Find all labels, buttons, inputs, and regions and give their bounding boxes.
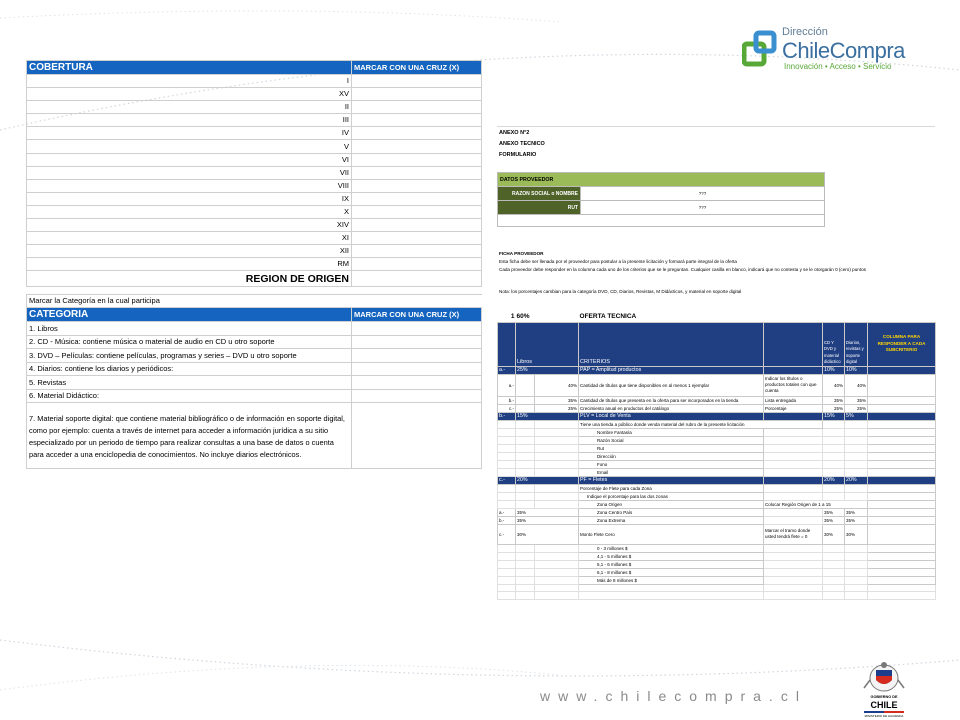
- oferta-title: OFERTA TECNICA: [579, 313, 637, 321]
- tramo-label: Más de 8 millones $: [579, 576, 764, 584]
- ficha-title: FICHA PROVEEDOR: [499, 251, 544, 256]
- c2-resp[interactable]: [868, 492, 936, 500]
- rowA1-v1: 40%: [823, 374, 845, 396]
- rowB-blank: [498, 460, 516, 468]
- rowB-blank: [845, 460, 868, 468]
- categoria-item: 4. Diarios: contiene los diarios y periódicos:: [27, 362, 352, 376]
- rowB-blank: [498, 468, 516, 476]
- categoria-mark-header: MARCAR CON UNA CRUZ (X): [352, 308, 482, 322]
- rowA3-id: c.-: [498, 404, 516, 412]
- rowB-head-blank: [516, 420, 535, 428]
- tramo-blank: [498, 560, 516, 568]
- region-mark-cell[interactable]: [352, 192, 482, 205]
- region-label: V: [27, 140, 352, 153]
- rowB-head-blank: [823, 420, 845, 428]
- tramo-resp[interactable]: [868, 568, 936, 576]
- region-mark-cell[interactable]: [352, 153, 482, 166]
- gobierno-de-chile-logo: [858, 660, 910, 718]
- tramo-blank: [764, 576, 823, 584]
- tramo-blank: [535, 544, 579, 552]
- empty-row: [823, 584, 845, 592]
- logo-line1: Dirección: [782, 26, 828, 38]
- empty-row: [868, 584, 936, 592]
- rowA3-v1: 25%: [823, 404, 845, 412]
- tramo-resp[interactable]: [868, 560, 936, 568]
- rowB-blank: [516, 452, 535, 460]
- rowB-head-blank: [535, 420, 579, 428]
- secC-v2: 20%: [845, 476, 868, 484]
- rowA2-blank: [516, 396, 535, 404]
- tramo-blank: [535, 552, 579, 560]
- region-label: VII: [27, 166, 352, 179]
- c2-blank: [764, 492, 823, 500]
- rowB-resp[interactable]: [868, 452, 936, 460]
- oferta-num: 1: [510, 313, 515, 321]
- rowA2-pct: 35%: [535, 396, 579, 404]
- rowB-blank: [516, 428, 535, 436]
- secA-title: PAP = Amplitud productos: [579, 366, 764, 374]
- empty-row: [516, 584, 535, 592]
- rowB-blank: [764, 460, 823, 468]
- col-criterios: CRITERIOS: [579, 322, 764, 366]
- rowA2-v2: 35%: [845, 396, 868, 404]
- empty-row: [535, 584, 579, 592]
- anexo-tecnico-title: ANEXO TECNICO: [499, 141, 545, 147]
- rowB-resp[interactable]: [868, 444, 936, 452]
- secB-blank: [764, 412, 823, 420]
- flag-bar: [864, 711, 904, 713]
- rowB-resp[interactable]: [868, 436, 936, 444]
- rowA1-id: a.-: [498, 374, 516, 396]
- cb-v1: 35%: [823, 516, 845, 524]
- cc-resp[interactable]: [868, 524, 936, 544]
- tramo-blank: [535, 568, 579, 576]
- rowB-blank: [823, 444, 845, 452]
- anexo-title: ANEXO N°2: [499, 130, 530, 136]
- tramo-blank: [535, 560, 579, 568]
- region-label: IV: [27, 127, 352, 140]
- tramo-label: 0 - 3 millones $: [579, 544, 764, 552]
- region-mark-cell[interactable]: [352, 88, 482, 101]
- tramo-blank: [764, 560, 823, 568]
- ministerio-label: MINISTERIO DE HACIENDA: [864, 714, 904, 718]
- region-label: XV: [27, 88, 352, 101]
- secA-id: a.-: [498, 366, 516, 374]
- rowB-head: Tiene una tienda a público donde venda material del rubro de la presente licitación: [579, 420, 823, 428]
- cb-id: b.-: [498, 516, 516, 524]
- rowA2-resp[interactable]: [868, 396, 936, 404]
- rowB-blank: [535, 452, 579, 460]
- cc-ind: Marcar el tramo donde usted tendrá flete = 0: [764, 524, 823, 544]
- secC-pct: 20%: [516, 476, 579, 484]
- c2-blank: [823, 492, 845, 500]
- secA-v2: 10%: [845, 366, 868, 374]
- c3-blank: [535, 500, 579, 508]
- datos-proveedor-table: [497, 172, 825, 227]
- rowB-resp[interactable]: [868, 468, 936, 476]
- secB-pct: 15%: [516, 412, 579, 420]
- c3-blank: [516, 500, 535, 508]
- categoria-item: 1. Libros: [27, 322, 352, 336]
- rowB-label: Rut: [579, 444, 764, 452]
- secC-blank2: [868, 476, 936, 484]
- region-label: VI: [27, 153, 352, 166]
- empty-row: [823, 592, 845, 600]
- rowB-blank: [764, 452, 823, 460]
- c3-resp[interactable]: [868, 500, 936, 508]
- tramo-blank: [845, 560, 868, 568]
- proveedor-blank-row: [498, 215, 825, 227]
- coat-of-arms-icon: [858, 660, 910, 694]
- rowB-blank: [764, 436, 823, 444]
- tramo-blank: [764, 552, 823, 560]
- hdr-blank: [498, 322, 516, 366]
- empty-row: [516, 592, 535, 600]
- ficha-line2: Cada proveedor debe responder en la columna cada uno de los criterios que se le preguntan. Cualquier casilla en blanco, indicará que no contesta y se le otorgarán 0 (cero) puntos: [499, 267, 866, 272]
- ca-v2: 35%: [845, 508, 868, 516]
- datos-proveedor-header: DATOS PROVEEDOR: [498, 173, 825, 187]
- rowB-blank: [845, 444, 868, 452]
- tramo-blank: [498, 544, 516, 552]
- c3-blank: [498, 500, 516, 508]
- region-mark-cell[interactable]: [352, 114, 482, 127]
- tramo-blank: [516, 560, 535, 568]
- ficha-line1: Esta ficha debe ser llenada por el proveedor para postular a la presente licitación y formará parte integral de la oferta: [499, 259, 737, 264]
- c1-resp[interactable]: [868, 484, 936, 492]
- chilecompra-mark-icon: [742, 30, 780, 70]
- rowA3-ind: Porcentaje: [764, 404, 823, 412]
- categoria-mark-cell[interactable]: [352, 322, 482, 336]
- ca-id: a.-: [498, 508, 516, 516]
- categoria-item: 5. Revistas: [27, 376, 352, 390]
- cc-pct: 30%: [516, 524, 579, 544]
- oferta-pct: 60%: [516, 313, 530, 321]
- rowB-label: Fono: [579, 460, 764, 468]
- region-mark-cell[interactable]: [352, 232, 482, 245]
- c1-blank: [845, 484, 868, 492]
- rowB-head-blank: [498, 420, 516, 428]
- cb-v2: 35%: [845, 516, 868, 524]
- rowB-head-resp[interactable]: [868, 420, 936, 428]
- rowB-blank: [535, 428, 579, 436]
- rowB-label: Email: [579, 468, 764, 476]
- rowB-blank: [498, 428, 516, 436]
- tramo-blank: [823, 544, 845, 552]
- tramo-blank: [823, 568, 845, 576]
- empty-row: [764, 584, 823, 592]
- oferta-tecnica-table: [497, 312, 936, 600]
- rowB-label: Razón Social: [579, 436, 764, 444]
- tramo-blank: [845, 576, 868, 584]
- cc-v2: 30%: [845, 524, 868, 544]
- cb-blank: [764, 516, 823, 524]
- region-label: I: [27, 75, 352, 88]
- empty-row: [535, 592, 579, 600]
- cobertura-header: COBERTURA: [27, 61, 352, 75]
- footer-url[interactable]: www.chilecompra.cl: [540, 688, 807, 704]
- rowB-blank: [498, 452, 516, 460]
- rowB-label: Dirección: [579, 452, 764, 460]
- cc-text: Monto Flete Cero: [579, 524, 764, 544]
- cobertura-categoria-table: [26, 60, 481, 469]
- categoria-mark-cell-7[interactable]: [352, 403, 482, 469]
- form-top-rule: [497, 126, 935, 127]
- region-origen-cell[interactable]: [352, 271, 482, 287]
- secC-blank: [764, 476, 823, 484]
- region-mark-cell[interactable]: [352, 75, 482, 88]
- razon-social-label: RAZON SOCIAL o NOMBRE: [498, 187, 581, 201]
- rowA3-resp[interactable]: [868, 404, 936, 412]
- rowB-head-blank: [845, 420, 868, 428]
- region-mark-cell[interactable]: [352, 219, 482, 232]
- rowA2-text: Cantidad de títulos que presenta en la oferta para ser incorporados en la tienda: [579, 396, 764, 404]
- tramo-blank: [845, 568, 868, 576]
- rowA1-pct: 40%: [535, 374, 579, 396]
- anexo-tecnico-form: [497, 126, 935, 661]
- tramo-blank: [764, 568, 823, 576]
- tramo-blank: [516, 552, 535, 560]
- categoria-item: 6. Material Didáctico:: [27, 389, 352, 403]
- c2-blank: [845, 492, 868, 500]
- region-mark-cell[interactable]: [352, 166, 482, 179]
- chilecompra-logo: [742, 22, 912, 76]
- tramo-blank: [764, 544, 823, 552]
- region-label: III: [27, 114, 352, 127]
- rowB-blank: [823, 428, 845, 436]
- empty-row: [579, 584, 764, 592]
- tramo-blank: [498, 552, 516, 560]
- c1-text: Porcentaje de Flete para cada Zona: [579, 484, 764, 492]
- region-label: RM: [27, 258, 352, 271]
- cb-pct: 35%: [516, 516, 579, 524]
- tramo-blank: [823, 552, 845, 560]
- tramo-label: 4,1 - 5 millones $: [579, 552, 764, 560]
- tramo-blank: [516, 576, 535, 584]
- cobertura-mark-header: MARCAR CON UNA CRUZ (X): [352, 61, 482, 75]
- rowA1-blank: [516, 374, 535, 396]
- secC-id: c.-: [498, 476, 516, 484]
- rowB-blank: [845, 468, 868, 476]
- empty-row: [845, 592, 868, 600]
- rowB-blank: [516, 444, 535, 452]
- rowA3-text: Crecimiento anual en productos del catálogo: [579, 404, 764, 412]
- col-cd-dvd: CD Y DVD y material didáctico: [823, 322, 845, 366]
- categoria-item: 3. DVD – Películas: contiene películas, programas y series – DVD u otro soporte: [27, 349, 352, 363]
- region-mark-cell[interactable]: [352, 101, 482, 114]
- region-label: X: [27, 205, 352, 218]
- empty-row: [764, 592, 823, 600]
- rowB-label: Nombre Fantasía: [579, 428, 764, 436]
- tramo-blank: [823, 576, 845, 584]
- razon-social-value[interactable]: ???: [581, 187, 825, 201]
- ca-pct: 35%: [516, 508, 579, 516]
- categoria-item-7: 7. Material soporte digital: que contiene material bibliográfico o de información en soporte digital, como por ejemplo: cuenta a través de internet para acceder a información jurídica a su sitio especializado por un periodo de tiempo para realizar consultas a una base de datos o cuenta para acceder a una enciclopedia de conocimientos. No incluye diarios electrónicos.: [27, 403, 352, 469]
- categoria-header: CATEGORIA: [27, 308, 352, 322]
- c1-blank: [516, 484, 535, 492]
- empty-row: [579, 592, 764, 600]
- rowA3-blank: [516, 404, 535, 412]
- secA-pct: 25%: [516, 366, 579, 374]
- secB-title: PLV = Local de Venta: [579, 412, 764, 420]
- rowB-blank: [516, 468, 535, 476]
- rowA1-text: Cantidad de títulos que tiene disponibles en al menos 1 ejemplar: [579, 374, 764, 396]
- region-label: XI: [27, 232, 352, 245]
- rowB-blank: [535, 444, 579, 452]
- secA-blank2: [868, 366, 936, 374]
- c2-text: Indique el porcentaje para las dos zonas: [579, 492, 764, 500]
- categoria-mark-cell[interactable]: [352, 349, 482, 363]
- rowB-blank: [764, 468, 823, 476]
- region-mark-cell[interactable]: [352, 179, 482, 192]
- cb-resp[interactable]: [868, 516, 936, 524]
- region-origen-label: REGION DE ORIGEN: [27, 271, 352, 287]
- region-mark-cell[interactable]: [352, 127, 482, 140]
- empty-row: [845, 584, 868, 592]
- tramo-blank: [823, 560, 845, 568]
- tramo-blank: [516, 544, 535, 552]
- categoria-mark-cell[interactable]: [352, 389, 482, 403]
- tramo-blank: [516, 568, 535, 576]
- secB-v2: 5%: [845, 412, 868, 420]
- secC-title: PF = Fletes: [579, 476, 764, 484]
- c3-text: Zona Origen: [579, 500, 764, 508]
- rowA1-ind: Indicar los títulos o productos totales con que cuenta: [764, 374, 823, 396]
- c1-blank: [498, 484, 516, 492]
- rowB-resp[interactable]: [868, 428, 936, 436]
- rowA3-pct: 25%: [535, 404, 579, 412]
- c1-blank: [535, 484, 579, 492]
- c2-blank: [516, 492, 535, 500]
- tramo-blank: [845, 544, 868, 552]
- region-mark-cell[interactable]: [352, 205, 482, 218]
- tramo-resp[interactable]: [868, 576, 936, 584]
- categoria-mark-cell[interactable]: [352, 362, 482, 376]
- rowB-blank: [764, 444, 823, 452]
- col-libros: Libros: [516, 322, 579, 366]
- rowB-blank: [823, 436, 845, 444]
- formulario-title: FORMULARIO: [499, 152, 537, 158]
- logo-line2: ChileCompra: [782, 38, 905, 63]
- ca-resp[interactable]: [868, 508, 936, 516]
- col-diarios: Diarios, revistas y soporte digital: [845, 322, 868, 366]
- secB-id: b.-: [498, 412, 516, 420]
- secC-v1: 20%: [823, 476, 845, 484]
- logo-tagline: Innovación • Acceso • Servicio: [784, 62, 892, 71]
- secA-v1: 10%: [823, 366, 845, 374]
- ca-v1: 35%: [823, 508, 845, 516]
- cc-v1: 30%: [823, 524, 845, 544]
- rowB-blank: [845, 452, 868, 460]
- region-mark-cell[interactable]: [352, 140, 482, 153]
- c1-blank: [823, 484, 845, 492]
- c2-blank: [535, 492, 579, 500]
- tramo-blank: [845, 552, 868, 560]
- region-mark-cell[interactable]: [352, 245, 482, 258]
- rowA2-id: b.-: [498, 396, 516, 404]
- rowA3-v2: 25%: [845, 404, 868, 412]
- ca-blank: [764, 508, 823, 516]
- tramo-blank: [498, 568, 516, 576]
- categoria-note: Marcar la Categoría en la cual participa: [27, 295, 482, 308]
- region-mark-cell[interactable]: [352, 258, 482, 271]
- rut-label: RUT: [498, 201, 581, 215]
- rowB-blank: [535, 468, 579, 476]
- c1-blank: [764, 484, 823, 492]
- tramo-label: 5,1 - 6 millones $: [579, 560, 764, 568]
- secB-v1: 15%: [823, 412, 845, 420]
- empty-row: [498, 592, 516, 600]
- rowB-blank: [845, 436, 868, 444]
- rowA1-resp[interactable]: [868, 374, 936, 396]
- region-label: XIV: [27, 219, 352, 232]
- rowB-blank: [498, 444, 516, 452]
- secB-blank2: [868, 412, 936, 420]
- tramo-blank: [498, 576, 516, 584]
- region-label: II: [27, 101, 352, 114]
- empty-row: [868, 592, 936, 600]
- rowB-resp[interactable]: [868, 460, 936, 468]
- tramo-label: 6,1 - 8 millones $: [579, 568, 764, 576]
- cc-id: c.-: [498, 524, 516, 544]
- rowA2-v1: 35%: [823, 396, 845, 404]
- rowB-blank: [823, 468, 845, 476]
- chile-label: CHILE: [870, 700, 898, 710]
- categoria-item: 2. CD - Música: contiene música o material de audio en CD u otro soporte: [27, 335, 352, 349]
- tramo-resp[interactable]: [868, 552, 936, 560]
- rowB-blank: [498, 436, 516, 444]
- region-label: IX: [27, 192, 352, 205]
- hdr-blank-2: [764, 322, 823, 366]
- col-responder: COLUMNA PARA RESPONDER A CADA SUBCRITERIO: [868, 322, 936, 366]
- rut-value[interactable]: ???: [581, 201, 825, 215]
- c2-blank: [498, 492, 516, 500]
- rowB-blank: [764, 428, 823, 436]
- rowA1-v2: 40%: [845, 374, 868, 396]
- rowB-blank: [535, 436, 579, 444]
- rowB-blank: [823, 452, 845, 460]
- nota-porcentajes: Nota: los porcentajes cambian para la categoría DVD, CD, Diarios, Revistas, M Didácticos, y material en soporte digital: [499, 289, 742, 294]
- rowB-blank: [845, 428, 868, 436]
- categoria-mark-cell[interactable]: [352, 335, 482, 349]
- tramo-blank: [535, 576, 579, 584]
- region-label: XII: [27, 245, 352, 258]
- rowB-blank: [823, 460, 845, 468]
- rowB-blank: [516, 460, 535, 468]
- rowB-blank: [516, 436, 535, 444]
- gobierno-de-label: GOBIERNO DE: [870, 695, 898, 699]
- tramo-resp[interactable]: [868, 544, 936, 552]
- categoria-mark-cell[interactable]: [352, 376, 482, 390]
- empty-row: [498, 584, 516, 592]
- rowB-blank: [535, 460, 579, 468]
- region-label: VIII: [27, 179, 352, 192]
- secA-blank: [764, 366, 823, 374]
- spacer: [27, 287, 482, 295]
- rowA2-ind: Lista entregada: [764, 396, 823, 404]
- c3-ind: Colocar Región Origen de 1 a 15: [764, 500, 868, 508]
- cb-text: Zona Extrema: [579, 516, 764, 524]
- ca-text: Zona Centro País: [579, 508, 764, 516]
